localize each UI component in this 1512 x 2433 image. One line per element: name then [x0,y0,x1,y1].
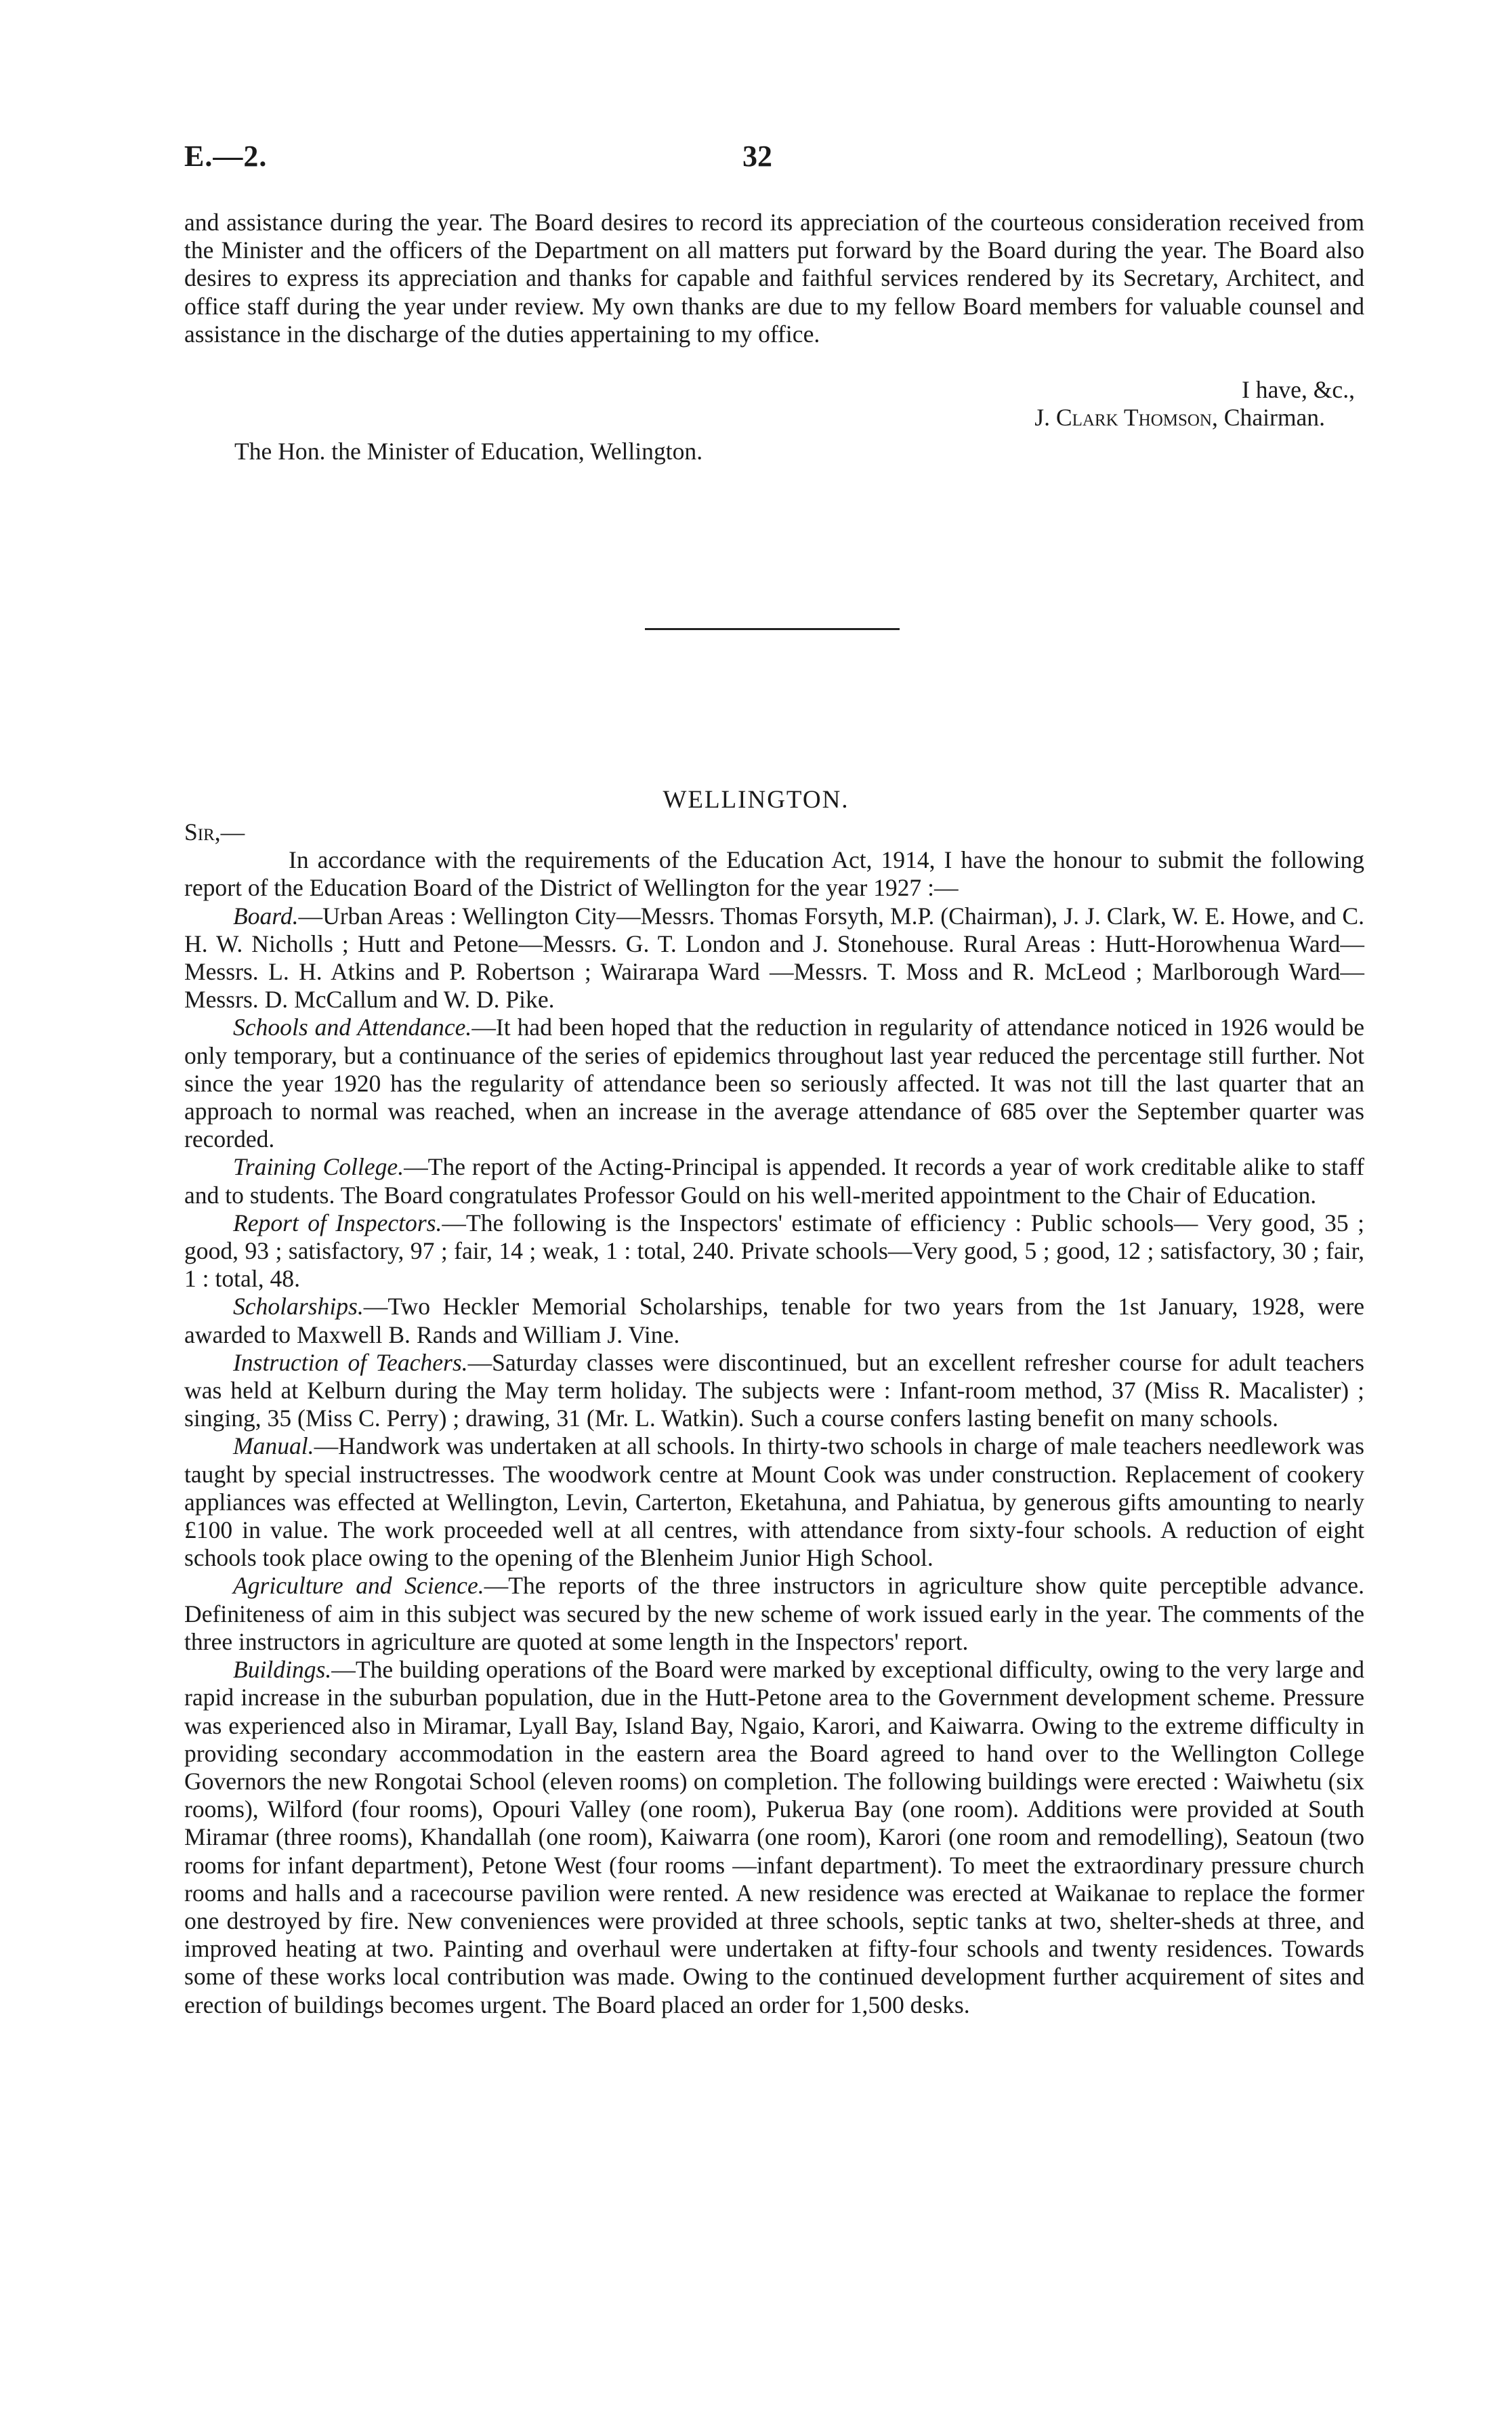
paragraph-text: —Handwork was undertaken at all schools. In thirty-two schools in charge of male teachers needlework was taught by special instructresses. The woodwork centre at Mount Cook was under construction. Replacement of cookery appliances was effected at Wellington, Levin, Carterton, Eketahuna, and Pahiatua, by generous gifts amounting to nearly £100 in value. The work proceeded well at all centres, with attendance from sixty-four schools. A reduction of eight schools took place owing to the opening of the Blenheim Junior High School. [184,1432,1364,1572]
paragraph-heading: Report of Inspectors. [233,1209,442,1236]
paragraph-text: —The reports of the three instructors in agriculture show quite perceptible advance. Definiteness of aim in this subject was secured by the new scheme of work issued early in the year. The comments of the three instructors in agriculture are quoted at some length in the Inspectors' report. [184,1572,1364,1655]
paragraph-heading: Board. [233,902,299,930]
paragraph-text: —It had been hoped that the reduction in regularity of attendance noticed in 1926 would be only temporary, but a continuance of the series of epidemics throughout last year reduced the percentage still further. Not since the year 1920 has the regularity of attendance been so seriously affected. It was not till the last quarter that an approach to normal was reached, when an increase in the average attendance of 685 over the September quarter was recorded. [184,1014,1365,1153]
paragraph-heading: Manual. [233,1432,314,1460]
intro-paragraph: In accordance with the requirements of the Education Act, 1914, I have the honour to submit the following report of the Education Board of the District of Wellington for the year 1927 :— [184,846,1364,902]
paragraph-text: —Urban Areas : Wellington City—Messrs. Thomas Forsyth, M.P. (Chairman), J. J. Clark, W. E. Howe, and C. H. W. Nicholls ; Hutt and Petone—Messrs. G. T. London and J. Stonehouse. Rural Areas : Hutt-Horowhenua Ward—Messrs. L. H. Atkins and P. Robertson ; Wairarapa Ward —Messrs. T. Moss and R. McLeod ; Marlborough Ward—Messrs. D. McCallum and W. D. Pike. [184,902,1364,1014]
paragraph-buildings [184,1656,1364,2019]
paragraph-text: —The following is the Inspectors' estimate of efficiency : Public schools— Very good, 35 ; good, 93 ; satisfactory, 97 ; fair, 14 ; weak, 1 : total, 240. Private schools—Very good, 5 ; good, 12 ; satisfactory, 30 ; fair, 1 : total, 48. [184,1209,1364,1293]
paragraph-agriculture-science [184,1572,1364,1656]
signature-title: Chairman. [1223,404,1325,431]
paragraph-text: —The building operations of the Board were marked by exceptional difficulty, owing to the very large and rapid increase in the suburban population, due in the Hutt-Petone area to the Government development scheme. Pressure was experienced also in Miramar, Lyall Bay, Island Bay, Ngaio, Karori, and Kaiwarra. Owing to the extreme difficulty in providing secondary accommodation in the eastern area the Board agreed to hand over to the Wellington College Governors the new Rongotai School (eleven rooms) on completion. The following buildings were erected : Waiwhetu (six rooms), Wilford (four rooms), Opouri Valley (one room), Pukerua Bay (one room). Additions were provided at South Miramar (three rooms), Khandallah (one room), Kaiwarra (one room), Karori (one room and remodelling), Seatoun (two rooms for infant department), Petone West (four rooms —infant department). To meet the extraordinary pressure church rooms and halls and a racecourse pavilion were rented. A new residence was erected at Waikanae to replace the former one destroyed by fire. New conveniences were provided at three schools, septic tanks at two, shelter-sheds at three, and improved heating at two. Painting and overhaul were undertaken at fifty-four schools and twenty residences. Towards some of these works local contribution was made. Owing to the continued development further acquirement of sites and erection of buildings becomes urgent. The Board placed an order for 1,500 desks. [184,1656,1364,2018]
paragraph-report-inspectors [184,1209,1364,1293]
paragraph-board [184,902,1364,1014]
paragraph-schools-attendance [184,1014,1364,1153]
paragraph-training-college [184,1153,1364,1209]
paragraph-heading: Schools and Attendance. [233,1014,472,1041]
closing: I have, &c., [1242,376,1355,403]
salutation: Sir,— [184,818,245,846]
paragraph-text: —Saturday classes were discontinued, but an excellent refresher course for adult teachers was held at Kelburn during the May term holiday. The subjects were : Infant-room method, 37 (Miss R. Macalister) ; singing, 35 (Miss C. Perry) ; drawing, 31 (Mr. L. Watkin). Such a course confers lasting benefit on many schools. [184,1348,1364,1432]
signature-name: J. Clark Thomson, [1034,404,1218,431]
signature [837,404,1325,432]
paragraph-text: —Two Heckler Memorial Scholarships, tenable for two years from the 1st January, 1928, were awarded to Maxwell B. Rands and William J. Vine. [184,1293,1364,1348]
paragraph-heading: Instruction of Teachers. [233,1348,468,1376]
report-body [184,818,1364,2019]
section-title: WELLINGTON. [663,786,849,814]
paragraph-heading: Agriculture and Science. [233,1572,484,1600]
section-divider [645,628,900,630]
document-reference: E.—2. [184,140,268,173]
paragraph-instruction-teachers [184,1349,1364,1433]
paragraph-heading: Scholarships. [233,1293,364,1321]
paragraph-heading: Training College. [233,1153,404,1181]
page-number: 32 [742,140,772,173]
paragraph-heading: Buildings. [233,1656,332,1684]
paragraph-text: —The report of the Acting-Principal is appended. It records a year of work creditable alike to staff and to students. The Board congratulates Professor Gould on his well-merited appointment to the Chair of Education. [184,1153,1365,1209]
paragraph-scholarships [184,1293,1364,1348]
previous-letter-body: and assistance during the year. The Board desires to record its appreciation of the courteous consideration received from the Minister and the officers of the Department on all matters put forward by the Board during the year. The Board also desires to express its appreciation and thanks for capable and faithful services rendered by its Secretary, Architect, and office staff during the year under review. My own thanks are due to my fellow Board members for valuable counsel and assistance in the discharge of the duties appertaining to my office. [184,209,1364,348]
addressee: The Hon. the Minister of Education, Wellington. [234,438,703,465]
previous-letter [184,209,1364,348]
paragraph-manual [184,1432,1364,1572]
